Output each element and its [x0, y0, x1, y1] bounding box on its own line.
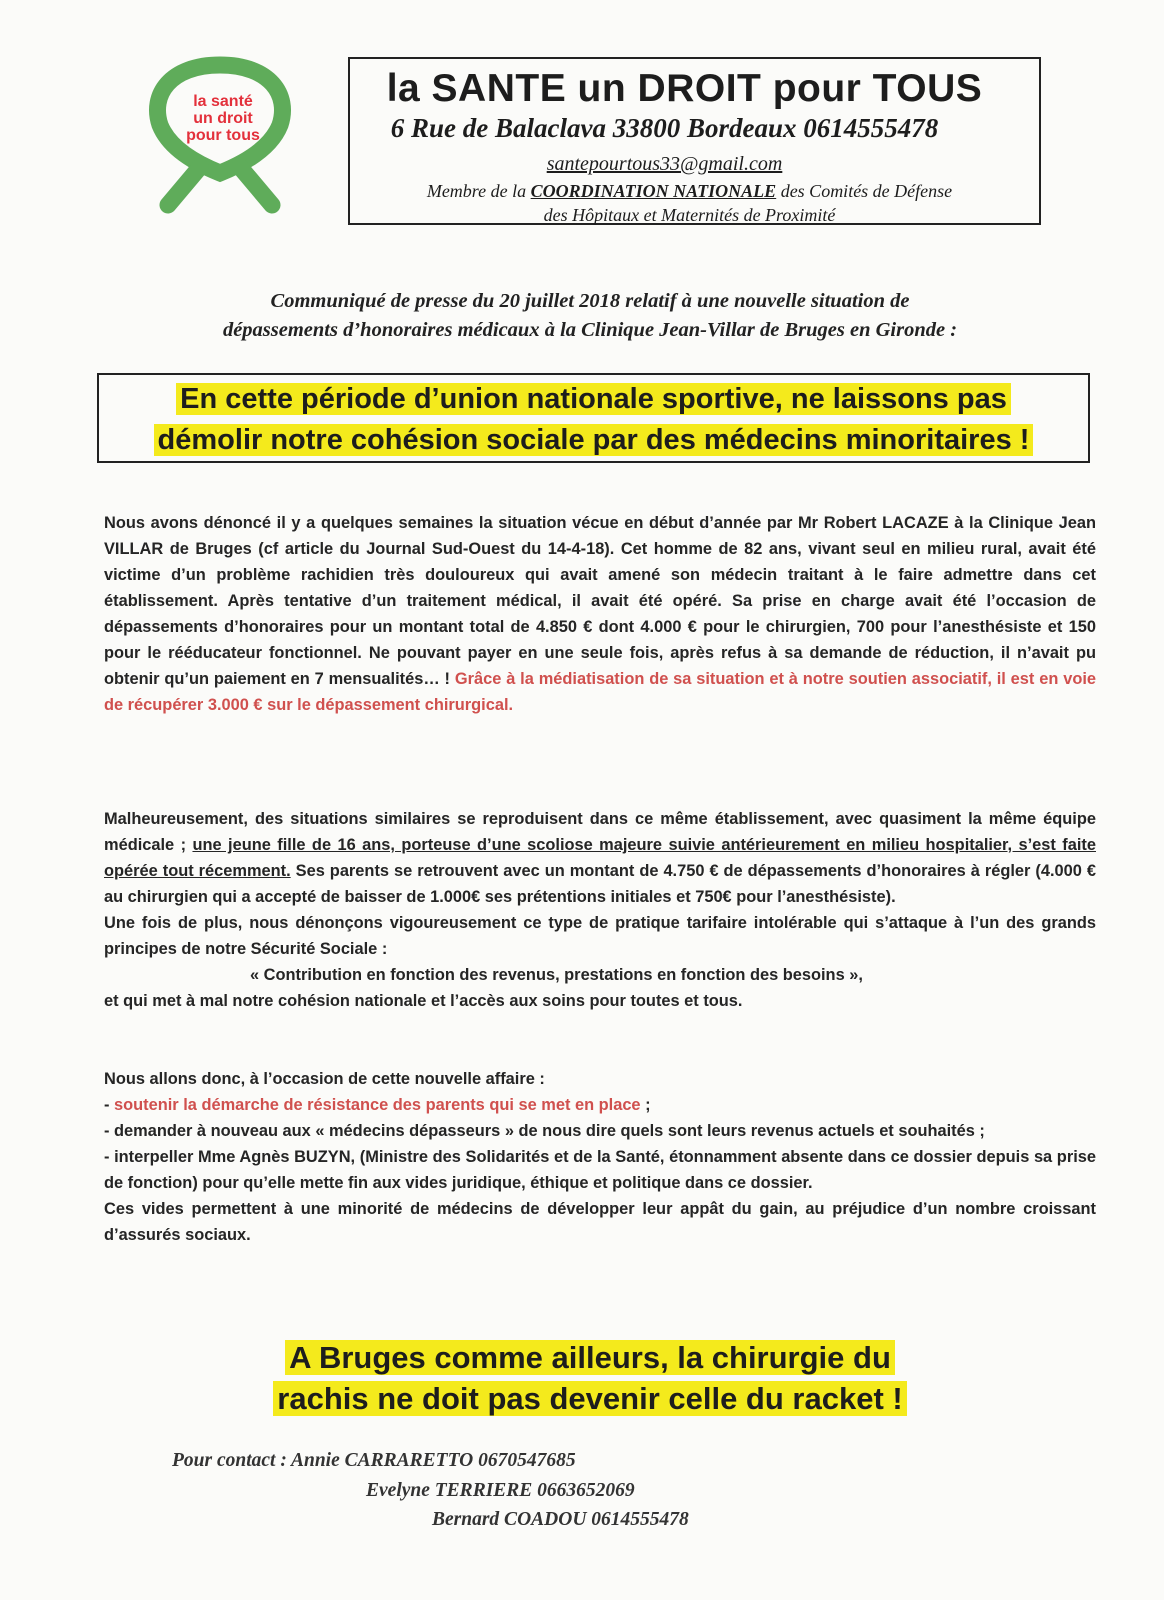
member-suffix: des Comités de Défense: [776, 181, 953, 201]
organization-address: 6 Rue de Balaclava 33800 Bordeaux 0614555478: [390, 113, 939, 143]
logo-line-3: pour tous: [186, 127, 260, 144]
action-1-dash: -: [104, 1096, 115, 1114]
paragraph-2-line-3: et qui met à mal notre cohésion nationale et l’accès aux soins pour toutes et tous.: [104, 992, 743, 1010]
action-1-end: ;: [640, 1096, 651, 1114]
paragraph-3-closing: Ces vides permettent à une minorité de médecins de développer leur appât du gain, au préjudice d’un nombre croissant d’assurés sociaux.: [104, 1200, 1096, 1244]
organization-membership: [350, 179, 1029, 227]
paragraph-1-highlight: Grâce à la médiatisation de sa situation et à notre soutien associatif, il est en voie de récupérer 3.000 € sur le dépassement chirurgical.: [104, 670, 1096, 714]
organization-name: la SANTE un DROIT pour TOUS: [386, 67, 983, 110]
organization-email[interactable]: santepourtous33@gmail.com: [546, 153, 783, 175]
action-item-1: [104, 1092, 1096, 1118]
closing-line-2: rachis ne doit pas devenir celle du racket !: [273, 1381, 906, 1416]
member-prefix: Membre de la: [426, 181, 531, 201]
press-release-title: [110, 287, 1070, 345]
paragraph-2: [104, 806, 1096, 1014]
press-title-line-1: Communiqué de presse du 20 juillet 2018 relatif à une nouvelle situation de: [270, 290, 910, 312]
contact-3: Bernard COADOU 0614555478: [432, 1509, 689, 1530]
closing-line-1: A Bruges comme ailleurs, la chirurgie du: [285, 1340, 895, 1375]
contact-1-value: Annie CARRARETTO 0670547685: [290, 1450, 576, 1471]
action-item-2: - demander à nouveau aux « médecins dépasseurs » de nous dire quels sont leurs revenus actuels et souhaités ;: [104, 1122, 985, 1140]
closing-headline: [90, 1337, 1090, 1419]
paragraph-2-text-b: Ses parents se retrouvent avec un montant de 4.750 € de dépassements d’honoraires à régler (4.000 € au chirurgien qui a accepté de baisser de 1.000€ ses prétentions initiales et 750€ pour l’anesthésiste).: [104, 862, 1096, 906]
logo-text: [168, 93, 278, 144]
press-title-line-2: dépassements d’honoraires médicaux à la Clinique Jean-Villar de Bruges en Gironde :: [222, 319, 958, 341]
logo-line-2: un droit: [193, 110, 253, 127]
organization-header: [348, 57, 1041, 225]
paragraph-3: [104, 1066, 1096, 1248]
paragraph-1: [104, 510, 1096, 718]
logo-line-1: la santé: [193, 93, 253, 110]
headline-box: [97, 373, 1090, 463]
paragraph-1-text: Nous avons dénoncé il y a quelques semaines la situation vécue en début d’année par Mr Robert LACAZE à la Clinique Jean VILLAR de Bruges (cf article du Journal Sud-Ouest du 14-4-18). Cet homme de 82 ans, vivant seul en milieu rural, avait été victime d’un problème rachidien très douloureux qui avait amené son médecin traitant à le faire admettre dans cet établissement. Après tentative d’un traitement médical, il avait été opéré. Sa prise en charge avait été l’occasion de dépassements d’honoraires pour un montant total de 4.850 € dont 4.000 € pour le chirurgien, 700 pour l’anesthésiste et 150 pour le rééducateur fonctionnel. Ne pouvant payer en une seule fois, après refus à sa demande de réduction, il n’avait pu obtenir qu’un paiement en 7 mensualités… !: [104, 514, 1096, 688]
paragraph-2-underlined: une jeune fille de 16 ans, porteuse d’une scoliose majeure suivie antérieurement en milieu hospitalier, s’est faite opérée tout récemment.: [104, 836, 1096, 880]
paragraph-2-text-a: Malheureusement, des situations similaires se reproduisent dans ce même établissement, avec quasiment la même équipe médicale ;: [104, 810, 1096, 854]
paragraph-2-main: [104, 806, 1096, 910]
contact-2: Evelyne TERRIERE 0663652069: [366, 1480, 635, 1501]
paragraph-2-line-2: Une fois de plus, nous dénonçons vigoureusement ce type de pratique tarifaire intolérable qui s’attaque à l’un des grands principes de notre Sécurité Sociale :: [104, 914, 1096, 958]
social-security-quote: « Contribution en fonction des revenus, prestations en fonction des besoins »,: [250, 966, 863, 984]
contact-1: [172, 1450, 576, 1472]
actions-intro: Nous allons donc, à l’occasion de cette nouvelle affaire :: [104, 1070, 545, 1088]
action-1-text: soutenir la démarche de résistance des parents qui se met en place: [114, 1096, 641, 1114]
member-coordination: COORDINATION NATIONALE: [530, 181, 777, 201]
headline: [99, 379, 1088, 461]
contact-label: Pour contact :: [172, 1450, 291, 1471]
action-item-3: - interpeller Mme Agnès BUZYN, (Ministre des Solidarités et de la Santé, étonnamment absente dans ce dossier depuis sa prise de fonction) pour qu’elle mette fin aux vides juridique, éthique et politique dans ce dossier.: [104, 1148, 1096, 1192]
member-line-2: des Hôpitaux et Maternités de Proximité: [543, 205, 836, 225]
headline-line-2: démolir notre cohésion sociale par des médecins minoritaires !: [154, 424, 1034, 456]
headline-line-1: En cette période d’union nationale sportive, ne laissons pas: [176, 383, 1011, 415]
